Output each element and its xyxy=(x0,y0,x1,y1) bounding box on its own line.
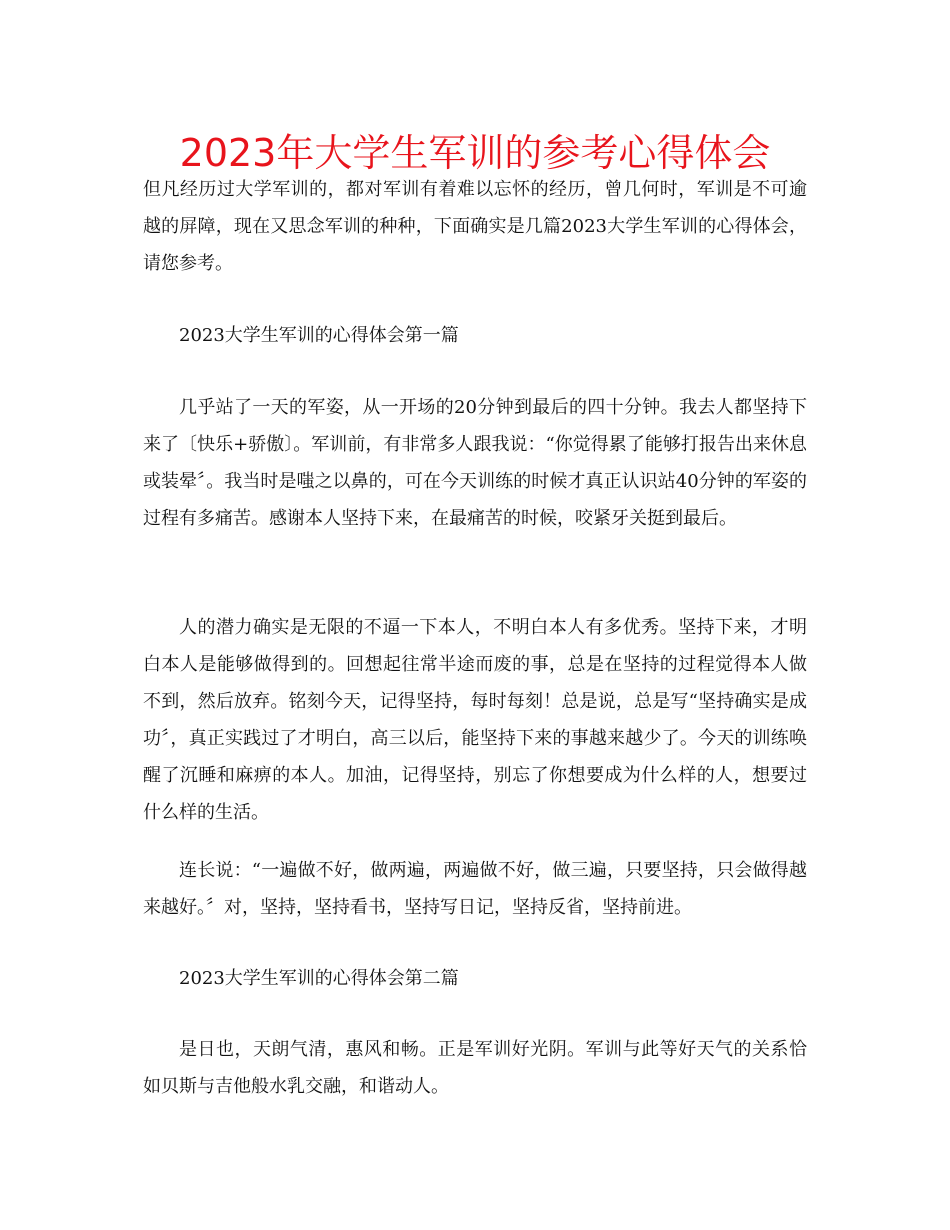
body-paragraph: 几乎站了一天的军姿，从一开场的20分钟到最后的四十分钟。我去人都坚持下来了〔快乐+骄傲〕。军训前，有非常多人跟我说：“你觉得累了能够打报告出来休息或装晕〞。我当时是嗤之以鼻的，可在今天训练的时候才真正认识站40分钟的军姿的过程有多痛苦。感谢本人坚持下来，在最痛苦的时候，咬紧牙关挺到最后。 xyxy=(143,397,807,529)
document-title: 2023年大学生军训的参考心得体会 xyxy=(179,131,771,175)
intro-paragraph: 但凡经历过大学军训的，都对军训有着难以忘怀的经历，曾几何时，军训是不可逾越的屏障，现在又思念军训的种种，下面确实是几篇2023大学生军训的心得体会，请您参考。 xyxy=(143,179,807,274)
section-heading-first: 2023大学生军训的心得体会第一篇 xyxy=(179,325,459,346)
body-paragraph: 是日也，天朗气清，惠风和畅。正是军训好光阴。军训与此等好天气的关系恰如贝斯与吉他般水乳交融，和谐动人。 xyxy=(143,1039,807,1097)
body-paragraph: 人的潜力确实是无限的不逼一下本人，不明白本人有多优秀。坚持下来，才明白本人是能够做得到的。回想起往常半途而废的事，总是在坚持的过程觉得本人做不到，然后放弃。铭刻今天，记得坚持，每时每刻！总是说，总是写“坚持确实是成功〞，真正实践过了才明白，高三以后，能坚持下来的事越来越少了。今天的训练唤醒了沉睡和麻痹的本人。加油，记得坚持，别忘了你想要成为什么样的人，想要过什么样的生活。 xyxy=(143,617,807,823)
section-heading-second: 2023大学生军训的心得体会第二篇 xyxy=(179,968,459,989)
body-paragraph: 连长说：“一遍做不好，做两遍，两遍做不好，做三遍，只要坚持，只会做得越来越好。〞对，坚持，坚持看书，坚持写日记，坚持反省，坚持前进。 xyxy=(143,860,807,918)
